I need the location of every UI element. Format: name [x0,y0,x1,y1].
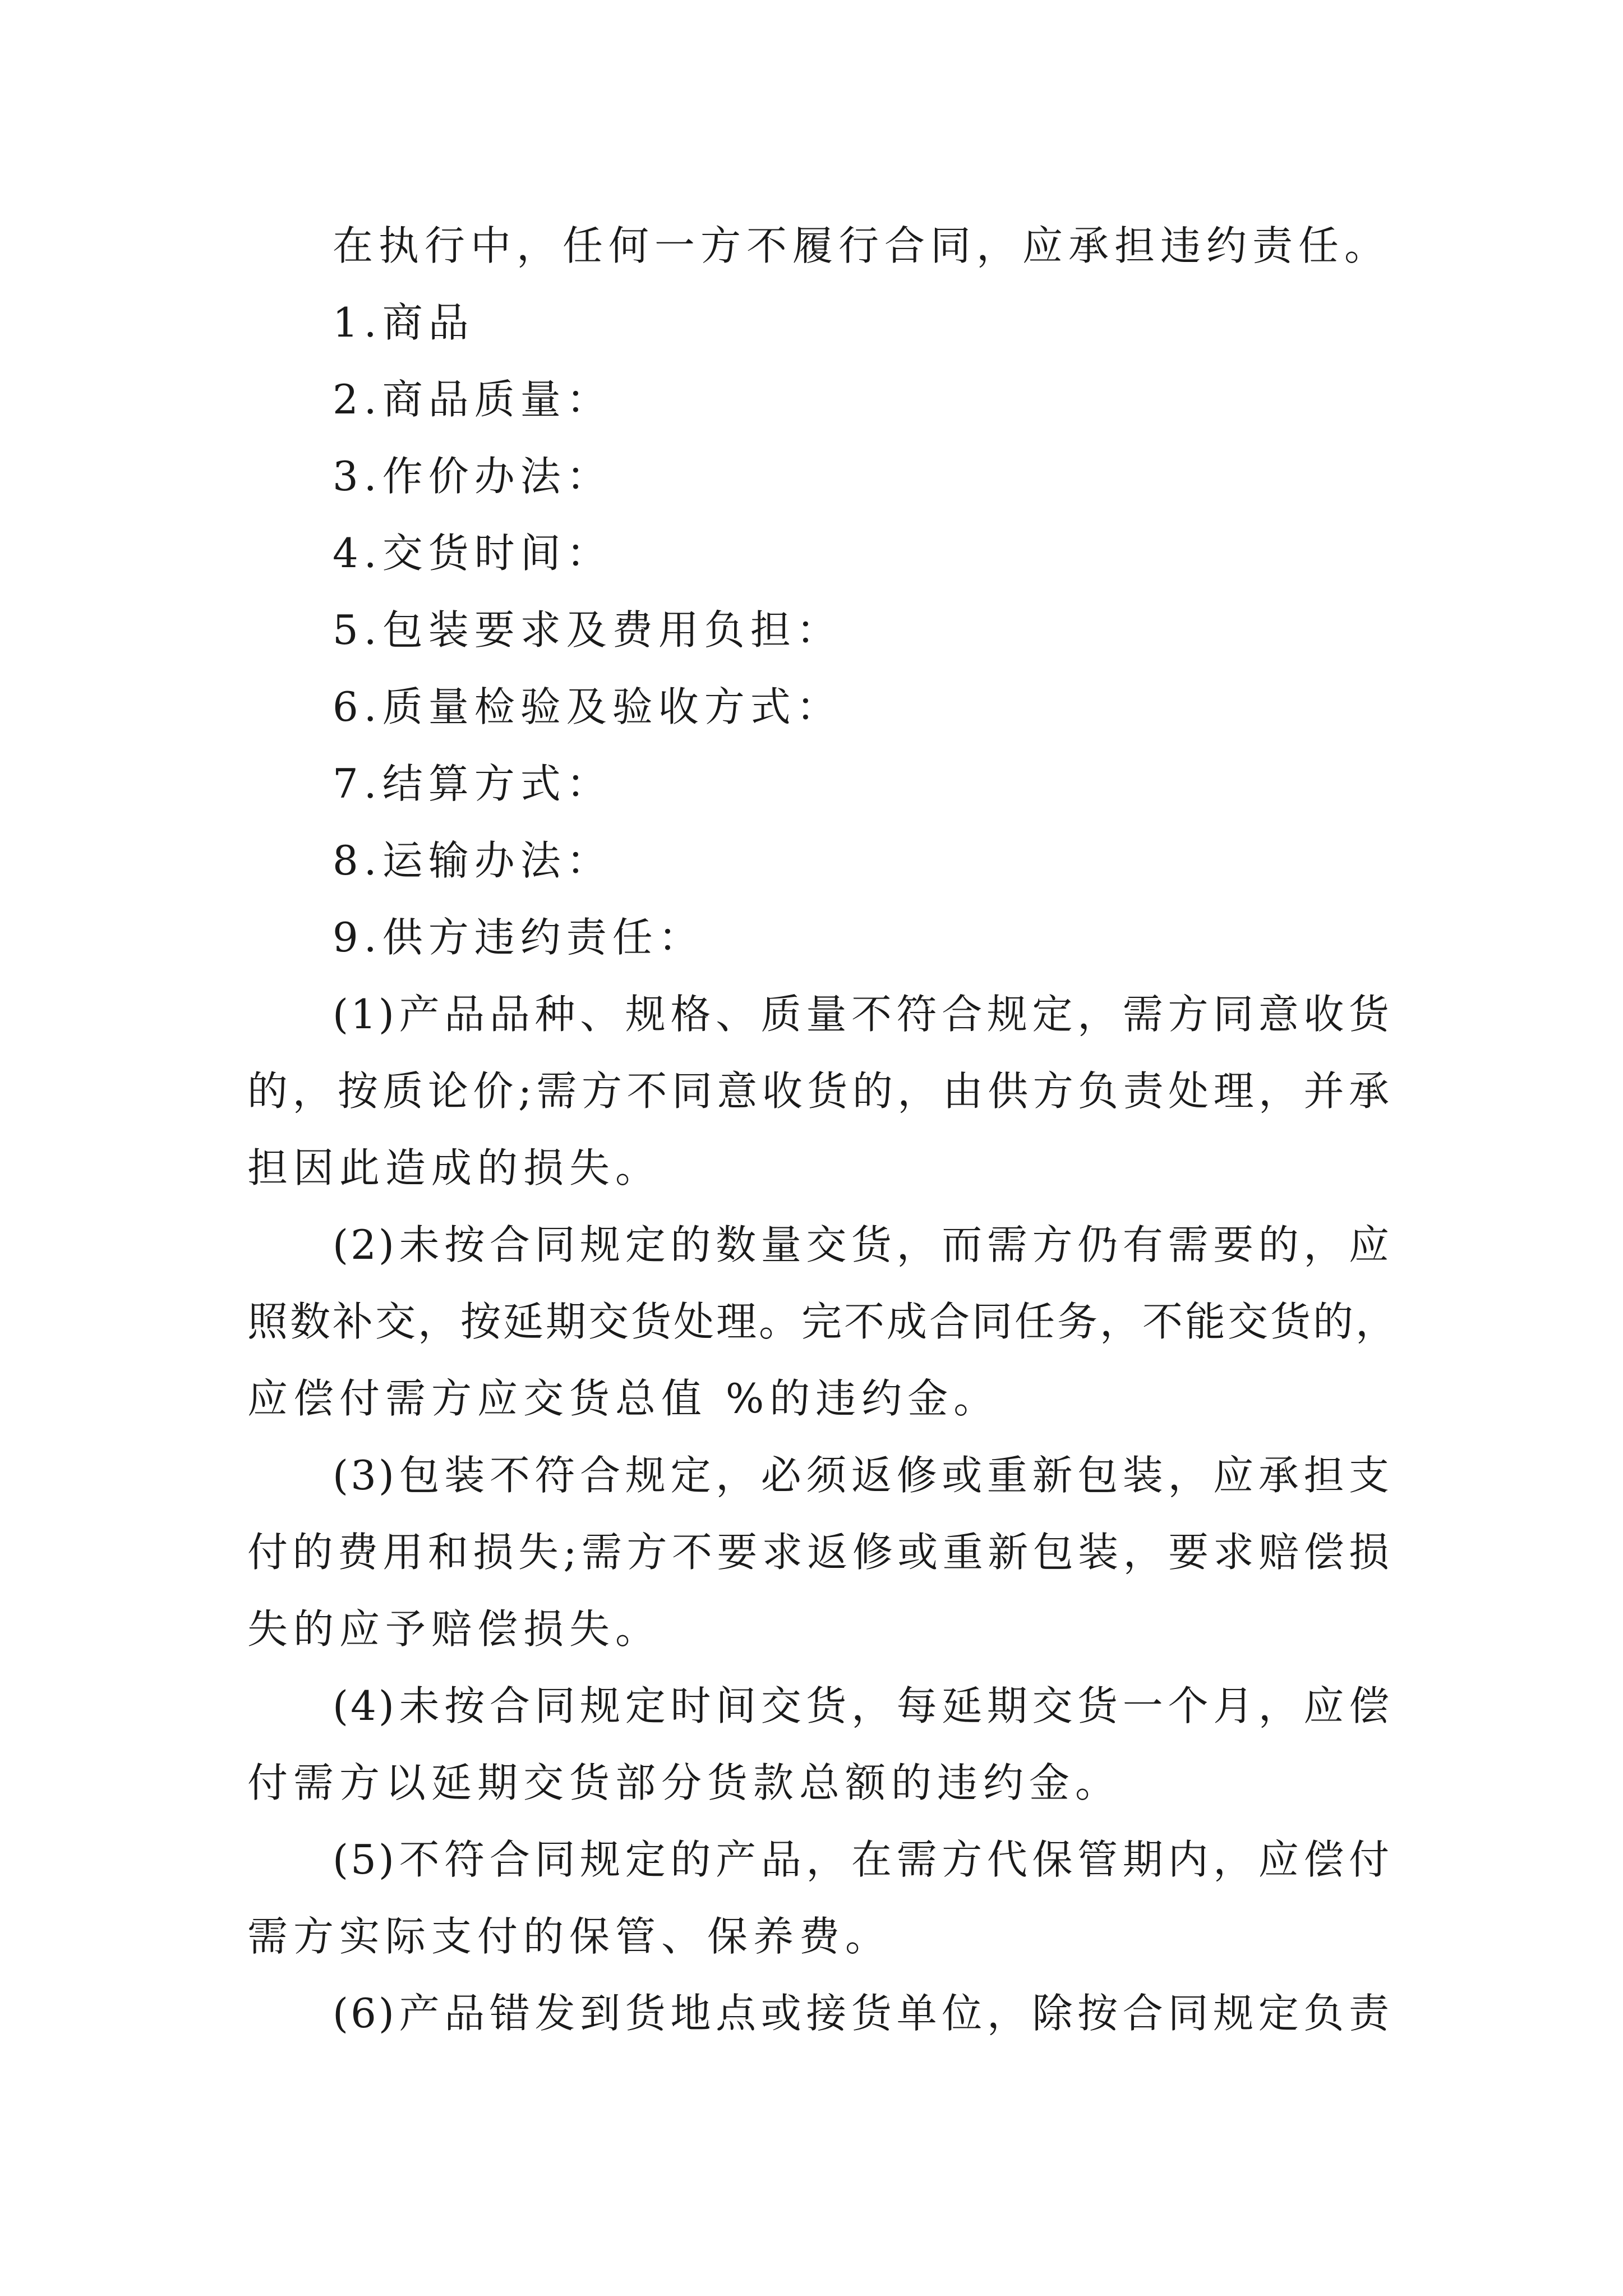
clause-5-line-1: (5)不符合同规定的产品，在需方代保管期内，应偿付 [333,1836,1391,1883]
clause-1-line-2: 的，按质论价;需方不同意收货的，由供方负责处理，并承 [247,1068,1391,1115]
item-1-goods: 1.商品 [333,299,474,346]
clause-3-line-2: 付的费用和损失;需方不要求返修或重新包装，要求赔偿损 [247,1529,1391,1576]
item-8-transport: 8.运输办法： [333,837,612,884]
item-3-pricing: 3.作价办法： [333,453,612,500]
item-9-supplier-liability: 9.供方违约责任： [333,914,704,961]
clause-5-line-2: 需方实际支付的保管、保养费。 [247,1913,892,1960]
clause-2-line-1: (2)未按合同规定的数量交货，而需方仍有需要的，应 [333,1221,1391,1268]
clause-6-line-1: (6)产品错发到货地点或接货单位，除按合同规定负责 [333,1990,1391,2037]
clause-3-line-1: (3)包装不符合规定，必须返修或重新包装，应承担支 [333,1452,1391,1499]
clause-4-line-2: 付需方以延期交货部分货款总额的违约金。 [247,1759,1122,1806]
clause-1-line-1: (1)产品品种、规格、质量不符合规定，需方同意收货 [333,991,1391,1038]
item-6-inspection: 6.质量检验及验收方式： [333,683,842,730]
clause-2-line-2: 照数补交，按延期交货处理。完不成合同任务，不能交货的， [247,1298,1399,1345]
clause-4-line-1: (4)未按合同规定时间交货，每延期交货一个月，应偿 [333,1682,1391,1729]
item-7-settlement: 7.结算方式： [333,760,612,807]
item-5-packaging: 5.包装要求及费用负担： [333,606,842,654]
clause-1-line-3: 担因此造成的损失。 [247,1144,662,1191]
document-body [247,208,1399,2052]
item-2-quality: 2.商品质量： [333,376,612,423]
item-4-delivery-time: 4.交货时间： [333,530,612,577]
clause-3-line-3: 失的应予赔偿损失。 [247,1605,662,1653]
clause-2-line-3: 应偿付需方应交货总值 %的违约金。 [247,1375,1000,1422]
intro-line: 在执行中，任何一方不履行合同，应承担违约责任。 [333,222,1391,269]
